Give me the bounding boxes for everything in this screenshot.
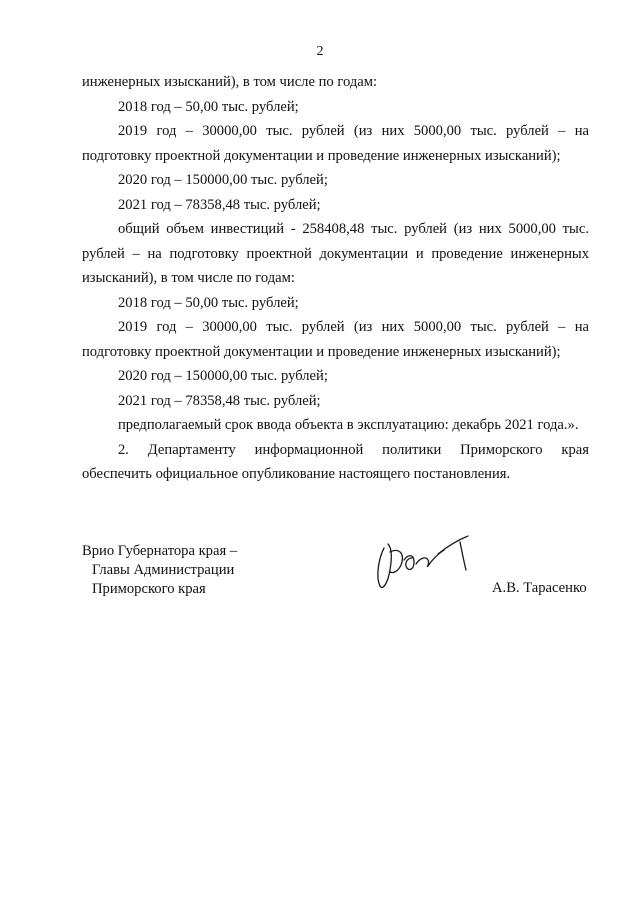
- body-line: общий объем инвестиций - 258408,48 тыс. рублей (из них 5000,00 тыс.: [118, 221, 589, 237]
- body-line: 2021 год – 78358,48 тыс. рублей;: [118, 196, 321, 213]
- body-line: 2019 год – 30000,00 тыс. рублей (из них 5000,00 тыс. рублей – на: [118, 123, 589, 139]
- body-line: обеспечить официальное опубликование настоящего постановления.: [82, 466, 511, 482]
- body-line: инженерных изысканий), в том числе по годам:: [82, 74, 378, 90]
- signer-name: А.В. Тарасенко: [492, 580, 587, 596]
- body-line: 2018 год – 50,00 тыс. рублей;: [118, 98, 299, 115]
- body-line: 2020 год – 150000,00 тыс. рублей;: [118, 172, 328, 188]
- body-line: рублей – на подготовку проектной документации и проведение инженерных: [82, 245, 589, 262]
- document-body: [82, 70, 589, 487]
- signatory-title-line: Приморского края: [92, 581, 206, 597]
- body-line: подготовку проектной документации и проведение инженерных изысканий);: [82, 147, 561, 164]
- body-line: подготовку проектной документации и проведение инженерных изысканий);: [82, 343, 561, 360]
- signatory-title-line: Главы Администрации: [92, 562, 235, 578]
- body-line: 2. Департаменту информационной политики Приморского края: [118, 441, 589, 458]
- body-line: предполагаемый срок ввода объекта в эксплуатацию: декабрь 2021 года.».: [118, 417, 579, 433]
- body-line: изысканий), в том числе по годам:: [82, 270, 295, 286]
- body-line: 2018 год – 50,00 тыс. рублей;: [118, 294, 299, 311]
- body-line: 2019 год – 30000,00 тыс. рублей (из них 5000,00 тыс. рублей – на: [118, 319, 589, 335]
- body-line: 2020 год – 150000,00 тыс. рублей;: [118, 368, 328, 384]
- body-line: 2021 год – 78358,48 тыс. рублей;: [118, 392, 321, 409]
- page-number: 2: [316, 44, 324, 59]
- signatory-title: [82, 542, 237, 599]
- signatory-title-line: Врио Губернатора края –: [82, 543, 238, 559]
- handwritten-signature: [370, 530, 480, 600]
